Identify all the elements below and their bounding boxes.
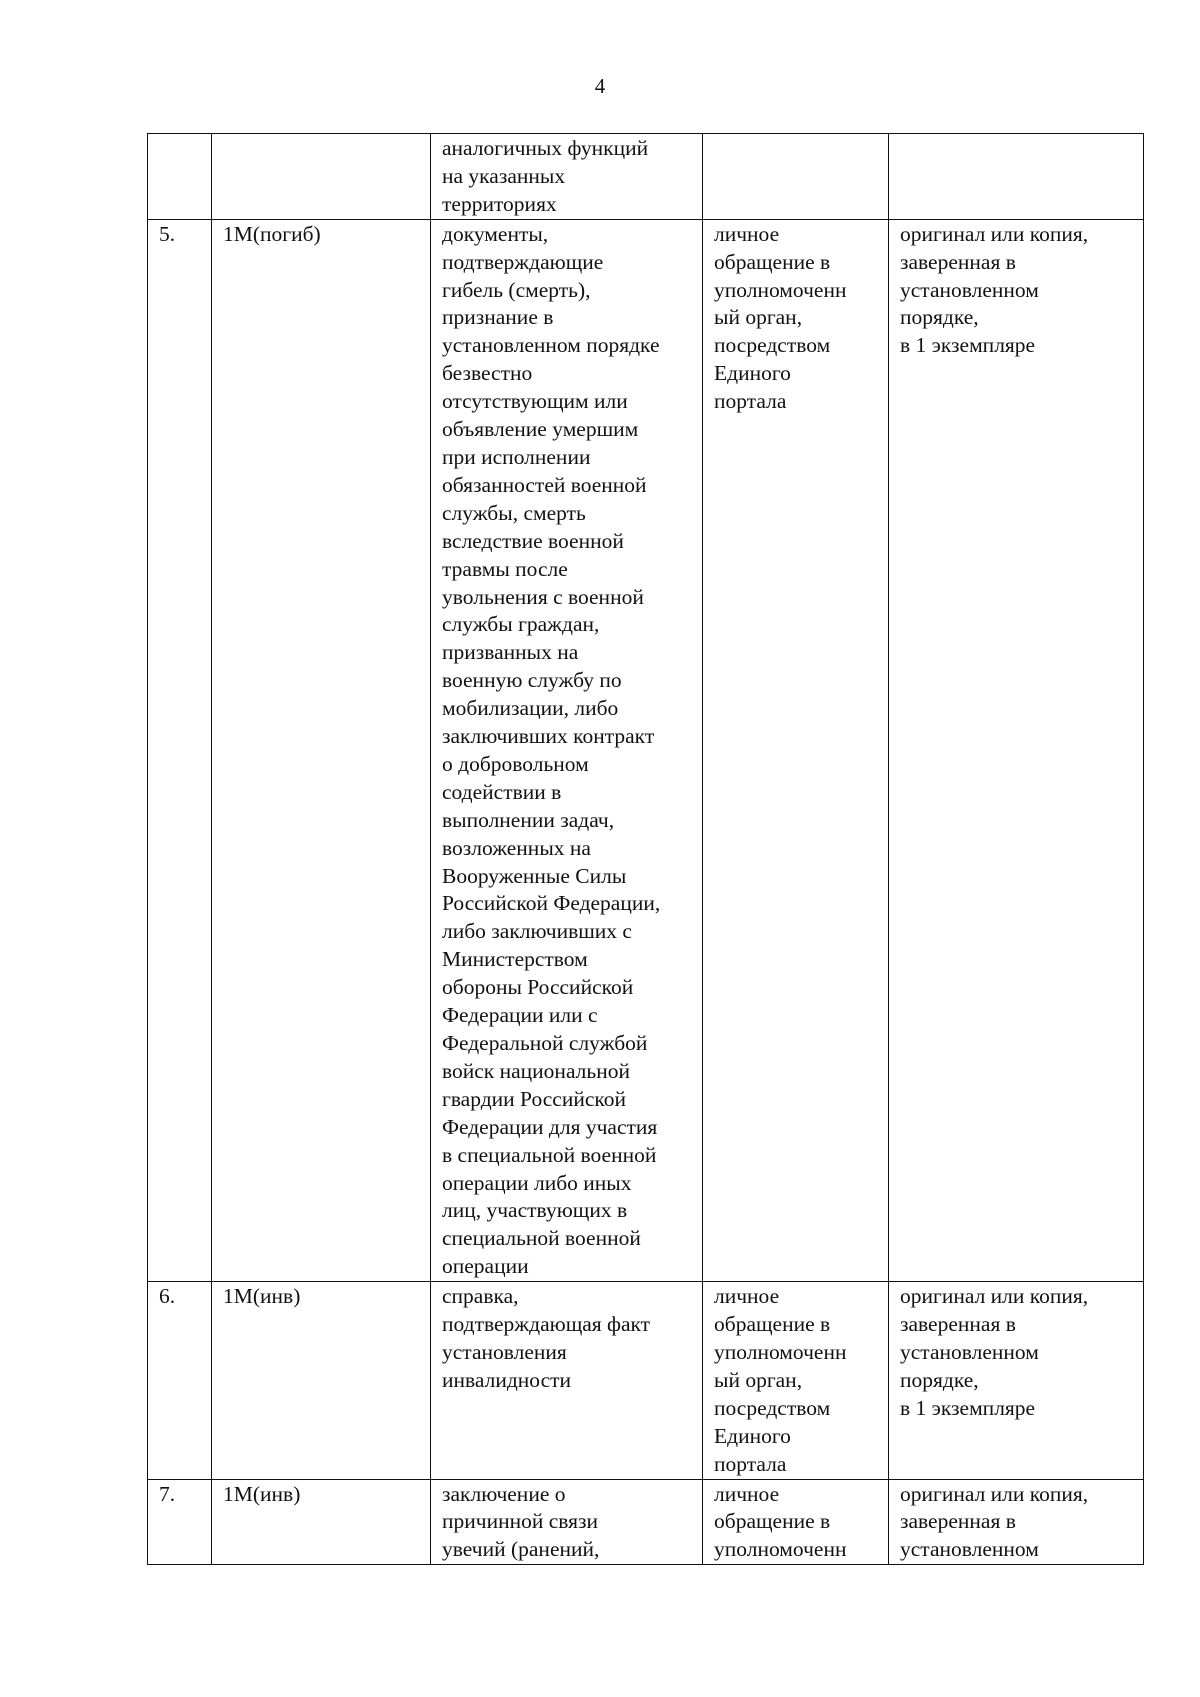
table-row <box>148 219 1144 1281</box>
document-form: оригинал или копия, заверенная в установленном порядке, в 1 экземпляре <box>900 1284 1089 1420</box>
document-name-cell <box>431 134 703 220</box>
category-code-cell <box>212 1479 431 1565</box>
category-code: 1М(инв) <box>223 1284 301 1309</box>
row-number-cell <box>148 219 212 1281</box>
category-code-cell <box>212 219 431 1281</box>
document-name: заключение о причинной связи увечий (ранений, <box>442 1481 600 1562</box>
document-form-cell <box>889 1479 1144 1565</box>
row-number: 6. <box>159 1284 176 1309</box>
row-number-cell <box>148 134 212 220</box>
submission-method-cell <box>703 219 889 1281</box>
submission-method: личное обращение в уполномоченн ый орган, посредством Единого портала <box>714 1284 847 1476</box>
page-number: 4 <box>594 74 606 98</box>
category-code-cell <box>212 1282 431 1479</box>
submission-method-cell <box>703 134 889 220</box>
document-form-cell <box>889 219 1144 1281</box>
document-name: аналогичных функций на указанных территориях <box>442 136 649 216</box>
document-name-cell <box>431 1479 703 1565</box>
category-code-cell <box>212 134 431 220</box>
submission-method-cell <box>703 1282 889 1479</box>
document-name: справка, подтверждающая факт установления инвалидности <box>442 1284 651 1392</box>
row-number-cell <box>148 1282 212 1479</box>
table-row <box>148 1282 1144 1479</box>
document-form: оригинал или копия, заверенная в установленном <box>900 1481 1089 1562</box>
row-number: 5. <box>159 221 176 246</box>
submission-method: личное обращение в уполномоченн ый орган, посредством Единого портала <box>714 221 847 414</box>
document-name: документы, подтверждающие гибель (смерть), признание в установленном порядке безвестно отсутствующим или объявление умершим при исполнении обязанностей военной службы, смерть вследствие военной травмы после увольнения с военной службы граждан, призванных на военную службу по мобилизации, либо заключивших контракт о добровольном содействии в выполнении задач, возложенных на Вооруженные Силы Российской Федерации, либо заключивших с Министерством обороны Российской Федерации или с Федеральной службой войск национальной гвардии Российской Федерации для участия в специальной военной операции либо иных лиц, участвующих в специальной военной операции <box>442 221 661 1279</box>
row-number: 7. <box>159 1481 176 1506</box>
category-code: 1М(погиб) <box>223 221 321 246</box>
documents-table <box>147 133 1144 1565</box>
row-number-cell <box>148 1479 212 1565</box>
document-form-cell <box>889 1282 1144 1479</box>
submission-method-cell <box>703 1479 889 1565</box>
document-name-cell <box>431 219 703 1281</box>
document-name-cell <box>431 1282 703 1479</box>
table-row <box>148 1479 1144 1565</box>
document-form-cell <box>889 134 1144 220</box>
table-row <box>148 134 1144 220</box>
submission-method: личное обращение в уполномоченн <box>714 1481 847 1562</box>
document-form: оригинал или копия, заверенная в установленном порядке, в 1 экземпляре <box>900 221 1089 358</box>
category-code: 1М(инв) <box>223 1481 301 1506</box>
